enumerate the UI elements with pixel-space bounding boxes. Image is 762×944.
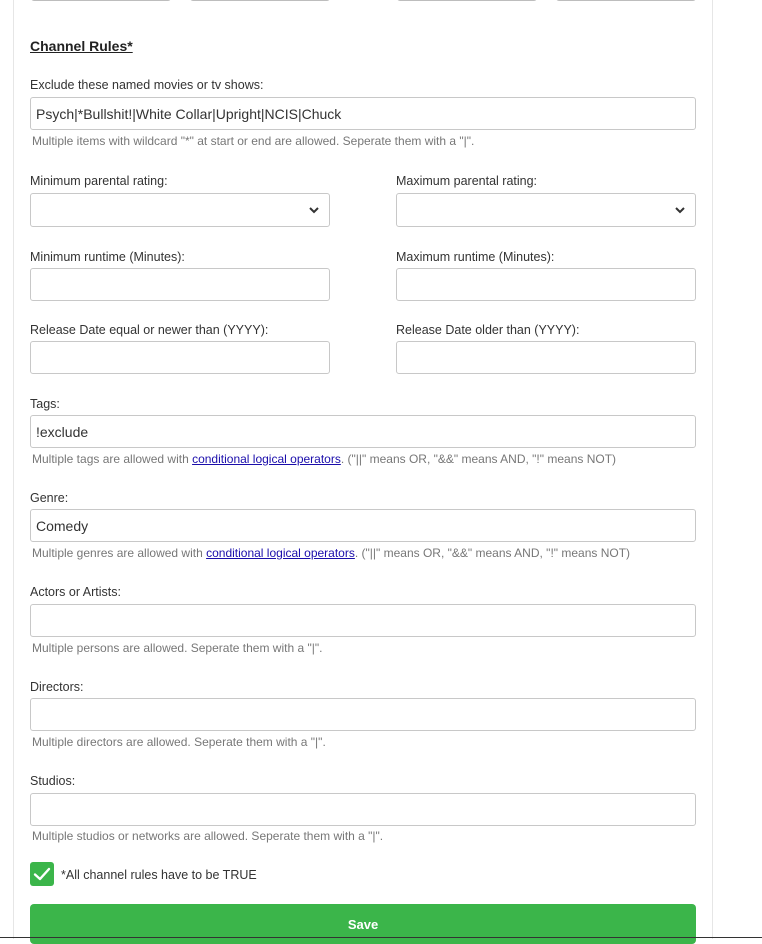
tags-input[interactable] — [30, 415, 696, 448]
checkmark-icon — [30, 862, 54, 886]
all-rules-label: *All channel rules have to be TRUE — [61, 868, 257, 882]
top-field-stub — [556, 0, 696, 1]
genre-input[interactable] — [30, 509, 696, 542]
min-runtime-input[interactable] — [30, 268, 330, 301]
max-rating-select[interactable] — [396, 193, 696, 227]
top-field-stub — [397, 0, 537, 1]
actors-input[interactable] — [30, 604, 696, 637]
studios-label: Studios: — [30, 774, 76, 788]
actors-label: Actors or Artists: — [30, 585, 121, 599]
actors-help: Multiple persons are allowed. Seperate them with a "|". — [32, 641, 323, 655]
exclude-input[interactable] — [30, 97, 696, 130]
bottom-divider — [0, 937, 762, 938]
max-runtime-label: Maximum runtime (Minutes): — [396, 250, 555, 264]
release-older-input[interactable] — [396, 341, 696, 374]
all-rules-checkbox[interactable] — [30, 862, 54, 886]
tags-help-suffix: . ("||" means OR, "&&" means AND, "!" means NOT) — [340, 452, 617, 466]
exclude-help: Multiple items with wildcard "*" at start or end are allowed. Seperate them with a "|". — [32, 134, 475, 148]
min-runtime-label: Minimum runtime (Minutes): — [30, 250, 185, 264]
release-newer-input[interactable] — [30, 341, 330, 374]
section-title: Channel Rules* — [30, 38, 133, 54]
exclude-label: Exclude these named movies or tv shows: — [30, 78, 264, 92]
genre-help — [32, 546, 630, 560]
min-rating-label: Minimum parental rating: — [30, 174, 168, 188]
chevron-down-icon — [307, 203, 321, 217]
directors-input[interactable] — [30, 698, 696, 731]
genre-help-prefix: Multiple genres are allowed with — [32, 546, 207, 560]
max-runtime-input[interactable] — [396, 268, 696, 301]
max-rating-label: Maximum parental rating: — [396, 174, 538, 188]
studios-help: Multiple studios or networks are allowed. Seperate them with a "|". — [32, 829, 384, 843]
top-field-stub — [190, 0, 330, 1]
tags-help-prefix: Multiple tags are allowed with — [32, 452, 193, 466]
min-rating-select[interactable] — [30, 193, 330, 227]
genre-operators-link[interactable]: conditional logical operators — [206, 546, 355, 560]
tags-help — [32, 452, 616, 466]
release-older-label: Release Date older than (YYYY): — [396, 323, 580, 337]
tags-label: Tags: — [30, 397, 60, 411]
save-button[interactable]: Save — [30, 904, 696, 944]
directors-help: Multiple directors are allowed. Seperate them with a "|". — [32, 735, 326, 749]
directors-label: Directors: — [30, 680, 84, 694]
tags-operators-link[interactable]: conditional logical operators — [192, 452, 341, 466]
studios-input[interactable] — [30, 793, 696, 826]
release-newer-label: Release Date equal or newer than (YYYY): — [30, 323, 269, 337]
genre-help-suffix: . ("||" means OR, "&&" means AND, "!" means NOT) — [354, 546, 631, 560]
top-field-stub — [31, 0, 171, 1]
chevron-down-icon — [673, 203, 687, 217]
genre-label: Genre: — [30, 491, 69, 505]
